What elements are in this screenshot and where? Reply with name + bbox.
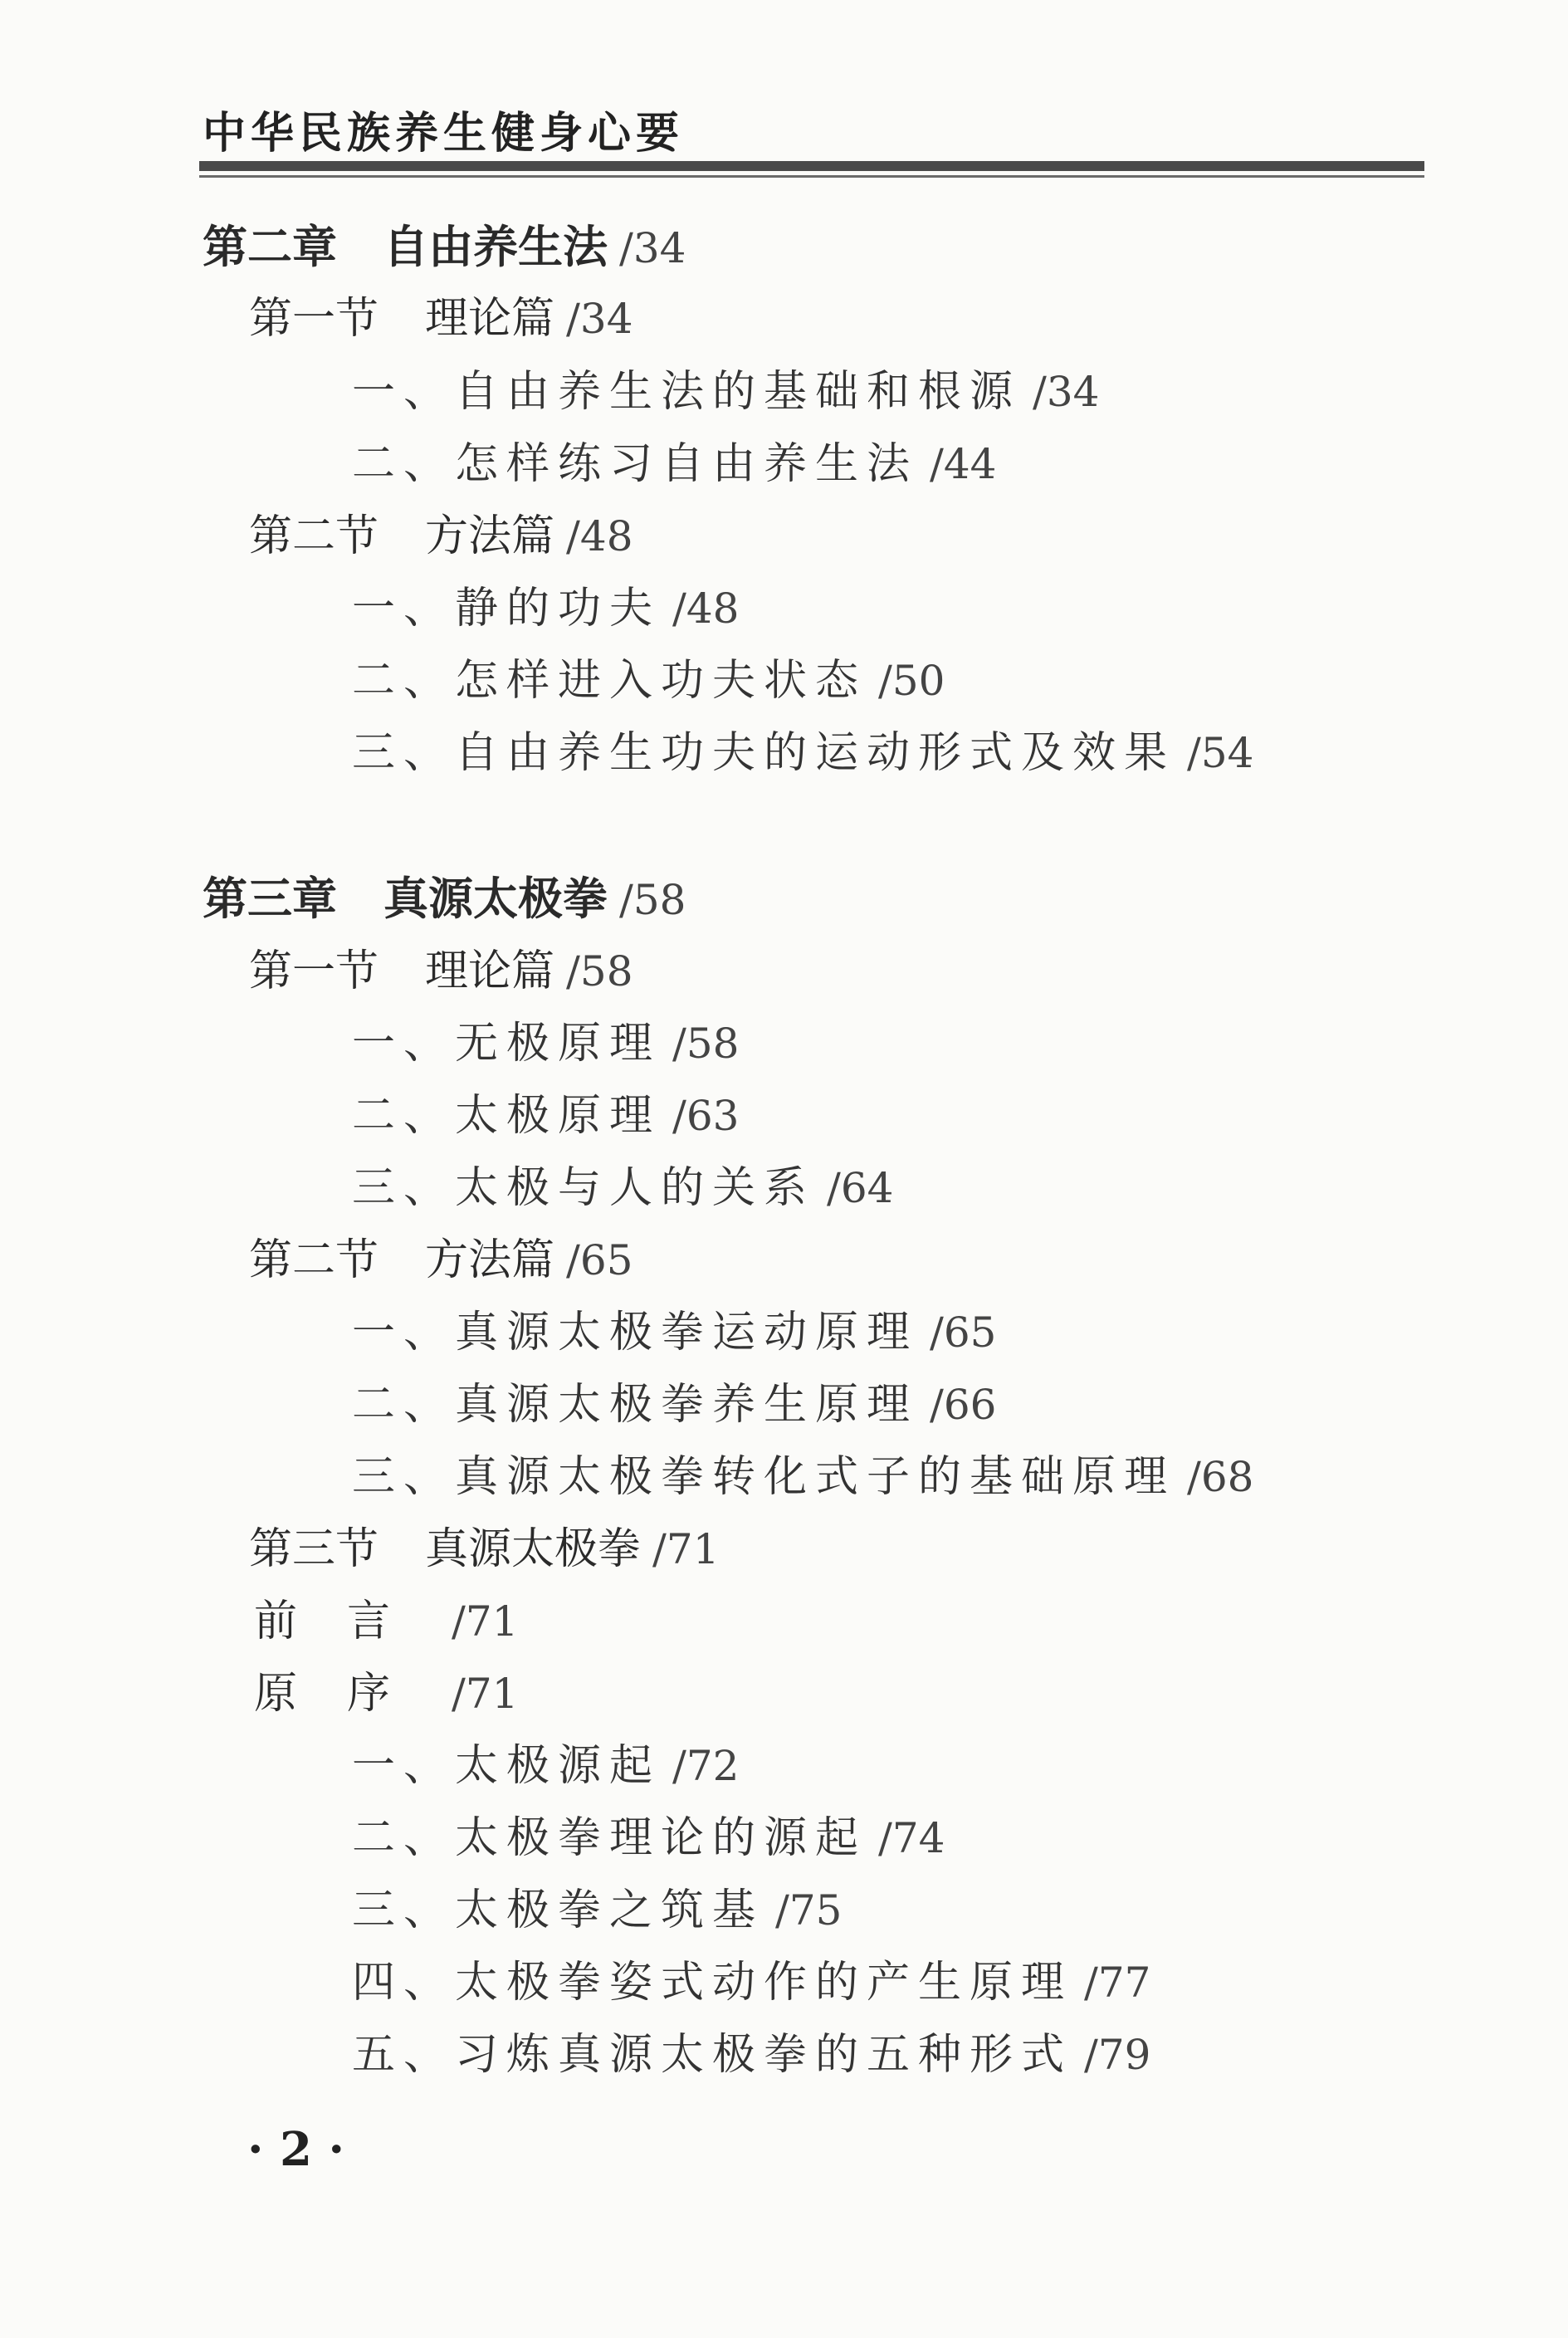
toc-item bbox=[352, 1306, 996, 1359]
item-text: 二、真源太极拳养生原理 bbox=[352, 1380, 919, 1430]
section-title: 方法篇 bbox=[425, 1235, 555, 1285]
page-ref: /65 bbox=[930, 1308, 997, 1357]
toc-item bbox=[352, 2028, 1150, 2081]
section-number: 第一节 bbox=[249, 294, 379, 344]
toc-item bbox=[352, 1739, 739, 1793]
page-ref: /54 bbox=[1187, 729, 1254, 777]
page-ref: /50 bbox=[878, 657, 945, 705]
section-title: 真源太极拳 bbox=[425, 1524, 642, 1574]
page-ref: /63 bbox=[672, 1092, 740, 1140]
toc-preface bbox=[254, 1595, 518, 1648]
item-text: 三、真源太极拳转化式子的基础原理 bbox=[352, 1452, 1176, 1502]
chapter-title: 真源太极拳 bbox=[383, 873, 608, 925]
section-title: 理论篇 bbox=[425, 946, 555, 996]
running-head: 中华民族养生健身心要 bbox=[203, 109, 685, 159]
page-number: · 2 · bbox=[247, 2122, 344, 2177]
section-number: 第三节 bbox=[249, 1524, 379, 1574]
page-ref: /34 bbox=[1033, 368, 1100, 416]
item-text: 五、习炼真源太极拳的五种形式 bbox=[352, 2030, 1073, 2080]
toc-chapter bbox=[203, 873, 686, 927]
page-ref: /58 bbox=[619, 876, 686, 924]
toc-item bbox=[352, 1450, 1253, 1504]
page-ref: /71 bbox=[652, 1525, 720, 1573]
page-ref: /58 bbox=[672, 1020, 740, 1068]
page-ref: /48 bbox=[566, 512, 633, 560]
item-text: 一、静的功夫 bbox=[352, 584, 662, 633]
item-text: 二、太极原理 bbox=[352, 1091, 662, 1141]
toc-item bbox=[352, 438, 996, 491]
item-text: 三、太极与人的关系 bbox=[352, 1163, 816, 1213]
section-title: 理论篇 bbox=[425, 294, 555, 344]
chapter-title: 自由养生法 bbox=[383, 221, 608, 273]
toc-item bbox=[352, 1884, 842, 1937]
toc-chapter bbox=[203, 221, 686, 275]
toc-item bbox=[352, 365, 1099, 418]
toc-section bbox=[249, 1234, 633, 1287]
toc-item bbox=[352, 582, 739, 635]
page-ref: /77 bbox=[1084, 1959, 1151, 2007]
page-ref: /79 bbox=[1084, 2031, 1151, 2079]
item-text: 三、自由养生功夫的运动形式及效果 bbox=[352, 728, 1176, 778]
page-ref: /44 bbox=[930, 440, 997, 488]
preface-label: 前言 bbox=[254, 1597, 441, 1646]
item-text: 三、太极拳之筑基 bbox=[352, 1886, 764, 1935]
item-text: 一、无极原理 bbox=[352, 1019, 662, 1069]
toc-item bbox=[352, 1162, 893, 1215]
page-ref: /66 bbox=[930, 1381, 997, 1429]
page-ref: /72 bbox=[672, 1742, 740, 1790]
page-ref: /65 bbox=[566, 1236, 633, 1284]
item-text: 二、怎样进入功夫状态 bbox=[352, 656, 867, 706]
page-ref: /34 bbox=[566, 295, 633, 343]
page-ref: /58 bbox=[566, 947, 633, 995]
toc-item bbox=[352, 1089, 739, 1142]
item-text: 二、太极拳理论的源起 bbox=[352, 1813, 867, 1863]
section-number: 第二节 bbox=[249, 511, 379, 561]
toc-section bbox=[249, 510, 633, 563]
toc-item bbox=[352, 726, 1253, 780]
chapter-number: 第三章 bbox=[203, 873, 337, 925]
section-number: 第二节 bbox=[249, 1235, 379, 1285]
section-number: 第一节 bbox=[249, 946, 379, 996]
header-rule bbox=[199, 161, 1424, 171]
page-ref: /71 bbox=[452, 1597, 519, 1646]
page-ref: /75 bbox=[775, 1886, 843, 1934]
toc-item bbox=[352, 1017, 739, 1070]
page-ref: /71 bbox=[452, 1670, 519, 1718]
item-text: 一、自由养生法的基础和根源 bbox=[352, 367, 1022, 417]
item-text: 一、太极源起 bbox=[352, 1741, 662, 1791]
page-ref: /64 bbox=[827, 1164, 894, 1212]
page-ref: /34 bbox=[619, 224, 686, 272]
original-preface-label: 原序 bbox=[254, 1669, 441, 1719]
toc-item bbox=[352, 1812, 945, 1865]
toc-item bbox=[352, 1378, 996, 1431]
toc-item bbox=[352, 1956, 1150, 2009]
page-ref: /74 bbox=[878, 1814, 945, 1862]
header-rule-thin bbox=[199, 175, 1424, 178]
page-ref: /48 bbox=[672, 584, 740, 633]
toc-section bbox=[249, 292, 633, 345]
toc-original-preface bbox=[254, 1667, 518, 1720]
toc-item bbox=[352, 654, 945, 707]
page-ref: /68 bbox=[1187, 1453, 1254, 1501]
item-text: 一、真源太极拳运动原理 bbox=[352, 1308, 919, 1357]
section-title: 方法篇 bbox=[425, 511, 555, 561]
item-text: 二、怎样练习自由养生法 bbox=[352, 439, 919, 489]
toc-section bbox=[249, 1523, 720, 1576]
item-text: 四、太极拳姿式动作的产生原理 bbox=[352, 1958, 1073, 2008]
chapter-number: 第二章 bbox=[203, 221, 337, 273]
toc-section bbox=[249, 945, 633, 998]
